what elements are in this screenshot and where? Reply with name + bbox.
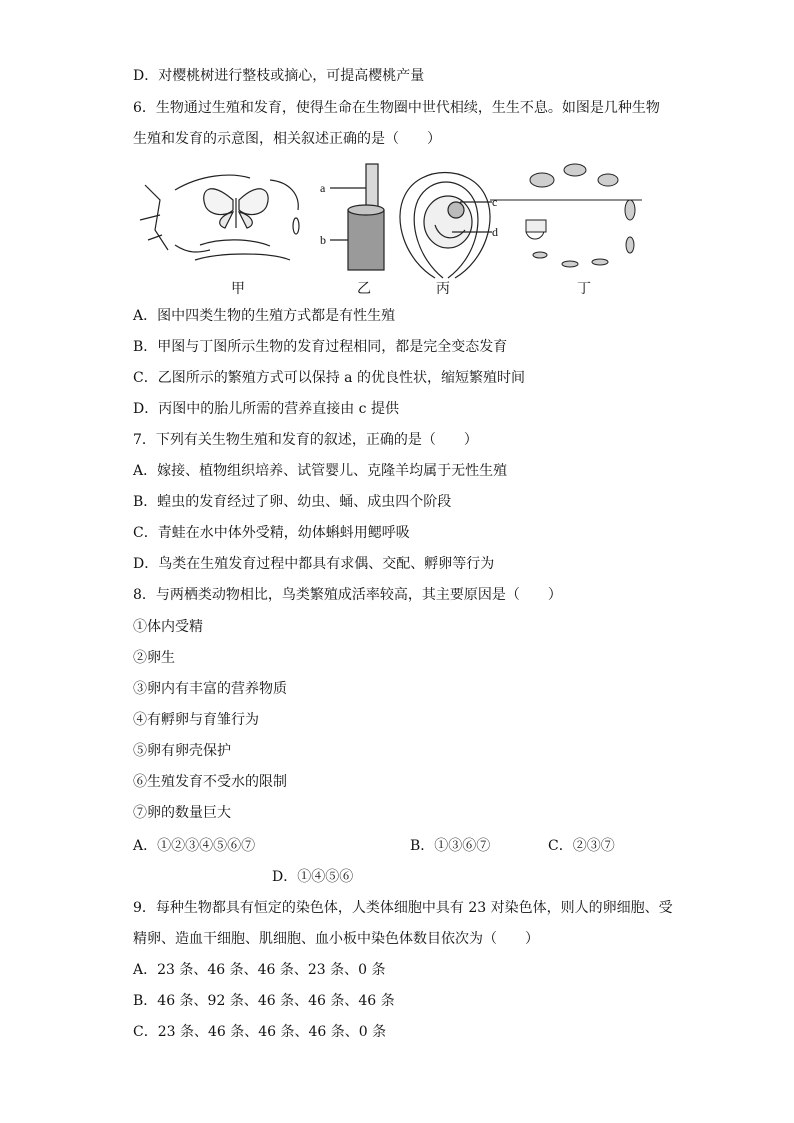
- q8-item-1: ①体内受精: [133, 619, 203, 635]
- figure-ding-frog: [490, 164, 642, 267]
- q8-option-c: C．②③⑦: [548, 838, 615, 854]
- q6-option-a: A．图中四类生物的生殖方式都是有性生殖: [133, 308, 396, 324]
- q6-option-b: B．甲图与丁图所示生物的发育过程相同，都是完全变态发育: [133, 339, 508, 355]
- figure-label-jia: 甲: [231, 281, 245, 297]
- q6-stem-line1: 6．生物通过生殖和发育，使得生命在生物圈中世代相续，生生不息。如图是几种生物: [133, 100, 660, 116]
- q7-option-d: D．鸟类在生殖发育过程中都具有求偶、交配、孵卵等行为: [133, 556, 495, 572]
- q8-stem: 8．与两栖类动物相比，鸟类繁殖成活率较高，其主要原因是（ ）: [133, 587, 562, 603]
- q9-option-c: C．23 条、46 条、46 条、46 条、0 条: [133, 1024, 387, 1040]
- q9-stem-line1: 9．每种生物都具有恒定的染色体，人类体细胞中具有 23 对染色体，则人的卵细胞、受: [133, 900, 673, 916]
- q6-option-d: D．丙图中的胎儿所需的营养直接由 c 提供: [133, 401, 399, 417]
- q8-item-2: ②卵生: [133, 650, 175, 666]
- label-d: d: [492, 225, 498, 239]
- q8-option-d: D．①④⑤⑥: [272, 869, 354, 885]
- q9-option-b: B．46 条、92 条、46 条、46 条、46 条: [133, 993, 395, 1009]
- q8-option-a: A．①②③④⑤⑥⑦: [133, 838, 256, 854]
- q6-option-c: C．乙图所示的繁殖方式可以保持 a 的优良性状，缩短繁殖时间: [133, 370, 525, 386]
- figure-jia-butterfly: [140, 175, 299, 260]
- q8-item-7: ⑦卵的数量巨大: [133, 805, 231, 821]
- q8-item-6: ⑥生殖发育不受水的限制: [133, 774, 287, 790]
- q5-option-d: D．对樱桃树进行整枝或摘心，可提高樱桃产量: [133, 68, 425, 84]
- figure-label-yi: 乙: [357, 281, 371, 297]
- q7-option-c: C．青蛙在水中体外受精，幼体蝌蚪用鳃呼吸: [133, 525, 410, 541]
- label-a: a: [320, 181, 326, 195]
- q9-option-a: A．23 条、46 条、46 条、23 条、0 条: [133, 962, 386, 978]
- q6-stem-line2: 生殖和发育的示意图，相关叙述正确的是（ ）: [133, 131, 441, 147]
- q8-item-5: ⑤卵有卵壳保护: [133, 743, 231, 759]
- q7-option-a: A．嫁接、植物组织培养、试管婴儿、克隆羊均属于无性生殖: [133, 463, 508, 479]
- label-b: b: [320, 233, 326, 247]
- q7-option-b: B．蝗虫的发育经过了卵、幼虫、蛹、成虫四个阶段: [133, 494, 452, 510]
- q8-item-4: ④有孵卵与育雏行为: [133, 712, 259, 728]
- q9-stem-line2: 精卵、造血干细胞、肌细胞、血小板中染色体数目依次为（ ）: [133, 931, 539, 947]
- figure-label-ding: 丁: [577, 281, 591, 297]
- q8-item-3: ③卵内有丰富的营养物质: [133, 681, 287, 697]
- figure-bing-uterus: [400, 173, 498, 279]
- q7-stem: 7．下列有关生物生殖和发育的叙述，正确的是（ ）: [133, 432, 478, 448]
- q8-option-b: B．①③⑥⑦: [410, 838, 491, 854]
- figure-yi-grafting: [320, 164, 384, 270]
- figure-label-bing: 丙: [436, 281, 450, 297]
- label-c: c: [492, 195, 498, 209]
